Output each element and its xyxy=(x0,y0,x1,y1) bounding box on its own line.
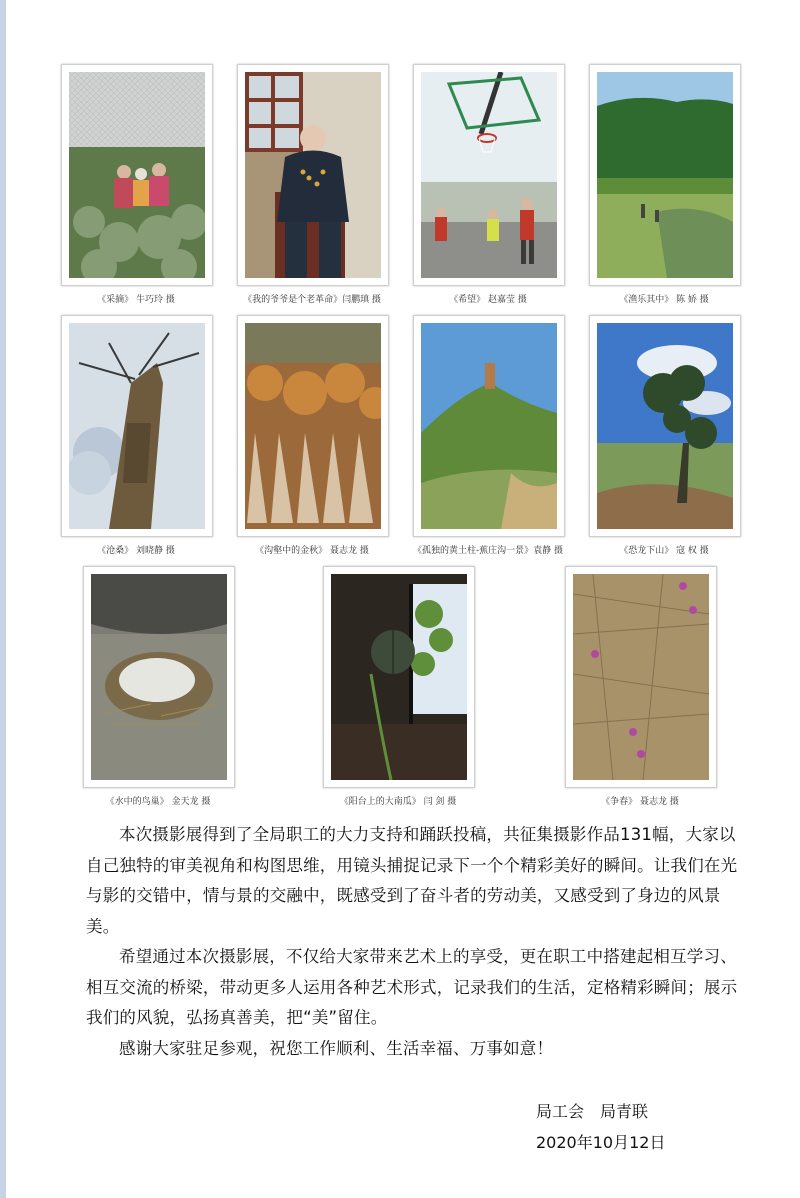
photo-gully-autumn xyxy=(245,323,381,529)
thanks-paragraph: 感谢大家驻足参观，祝您工作顺利、生活幸福、万事如意！ xyxy=(119,1039,554,1058)
photo-caption: 《渔乐其中》 陈 娇 摄 xyxy=(619,295,709,305)
photo-pumpkin xyxy=(331,574,467,780)
photo-caption: 《我的爷爷是个老革命》闫鹏瑱 摄 xyxy=(243,295,381,305)
photo-card-gully-autumn xyxy=(237,315,389,537)
photo-card-loess-pillar xyxy=(413,315,565,537)
photo-grandpa xyxy=(245,72,381,278)
signature-date: 2020年10月12日 xyxy=(536,1133,666,1152)
photo-card-hope xyxy=(413,64,565,286)
photo-caption: 《争春》 聂志龙 摄 xyxy=(601,797,679,807)
photo-loess-pillar xyxy=(421,323,557,529)
photo-caption: 《沧桑》 刘晓静 摄 xyxy=(97,546,175,556)
photo-card-grandpa xyxy=(237,64,389,286)
photo-card-nest xyxy=(83,566,235,788)
photo-dinosaur xyxy=(597,323,733,529)
photo-picking xyxy=(69,72,205,278)
photo-card-vicissitudes xyxy=(61,315,213,537)
photo-fishing xyxy=(597,72,733,278)
photo-caption: 《孤独的黄土柱-蕉庄沟一景》袁静 摄 xyxy=(413,546,563,556)
photo-spring xyxy=(573,574,709,780)
photo-card-fishing xyxy=(589,64,741,286)
photo-caption: 《沟壑中的金秋》 聂志龙 摄 xyxy=(255,546,369,556)
photo-card-pumpkin xyxy=(323,566,475,788)
photo-caption: 《阳台上的大南瓜》 闫 剑 摄 xyxy=(339,797,457,807)
photo-card-dinosaur xyxy=(589,315,741,537)
photo-vicissitudes xyxy=(69,323,205,529)
photo-caption: 《采摘》 牛巧玲 摄 xyxy=(97,295,175,305)
page-edge-rule xyxy=(0,0,6,1198)
photo-hope xyxy=(421,72,557,278)
signature-org: 局工会 局青联 xyxy=(536,1102,649,1121)
hope-paragraph: 希望通过本次摄影展，不仅给大家带来艺术上的享受，更在职工中搭建起相互学习、相互交流的桥梁，带动更多人运用各种艺术形式，记录我们的生活，定格精彩瞬间；展示我们的风貌，弘扬真善美，把“美”留住。 xyxy=(86,947,738,1027)
photo-card-spring xyxy=(565,566,717,788)
photo-nest xyxy=(91,574,227,780)
photo-caption: 《水中的鸟巢》 金天龙 摄 xyxy=(105,797,211,807)
photo-caption: 《恐龙下山》 寇 权 摄 xyxy=(619,546,709,556)
intro-paragraph: 本次摄影展得到了全局职工的大力支持和踊跃投稿，共征集摄影作品131幅，大家以自己独特的审美视角和构图思维，用镜头捕捉记录下一个个精彩美好的瞬间。让我们在光与影的交错中，情与景的交融中，既感受到了奋斗者的劳动美，又感受到了身边的风景美。 xyxy=(86,825,738,936)
photo-caption: 《希望》 赵嘉莹 摄 xyxy=(449,295,527,305)
photo-card-picking xyxy=(61,64,213,286)
